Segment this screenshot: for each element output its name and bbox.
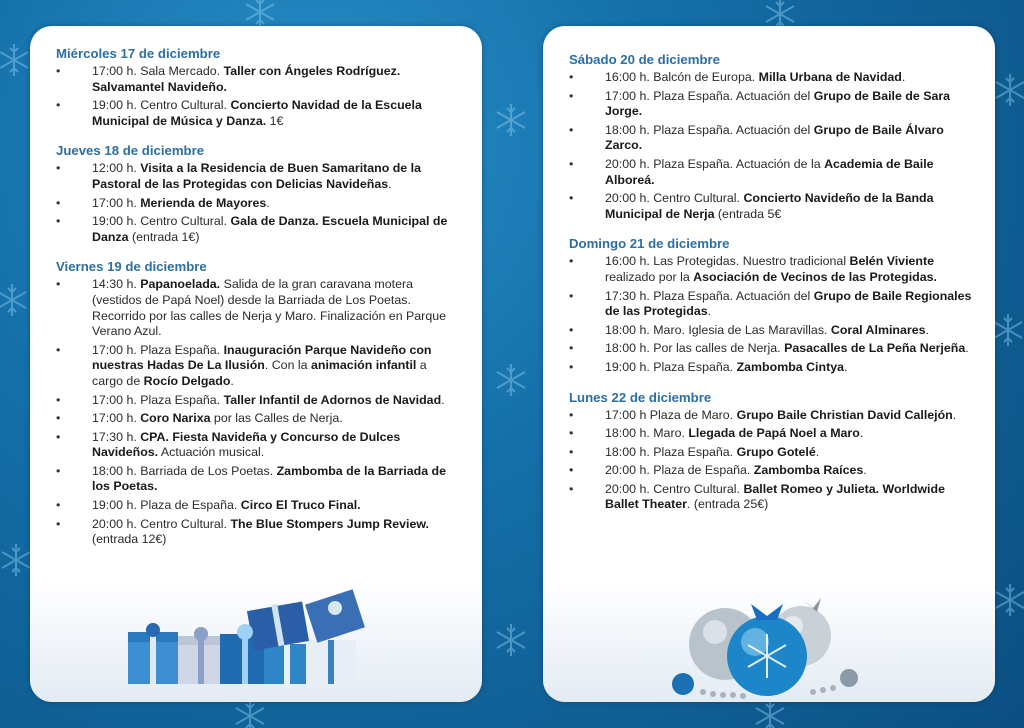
event-highlight: Grupo Gotelé — [736, 444, 816, 459]
event-detail: . — [388, 176, 392, 191]
bullet-icon: • — [569, 341, 574, 356]
event-item — [56, 196, 460, 212]
event-text: . — [230, 373, 234, 388]
event-detail: por las Calles de Nerja. — [210, 411, 343, 426]
event-detail: Salida de la gran caravana motera (vestidos de Papá Noel) desde la Barriada de Los Poetas. Recorrido por las calles de Nerja y Maro. Finalización en Parque Verano Azul. — [92, 277, 446, 339]
day-title: Viernes 19 de diciembre — [56, 259, 207, 275]
day-section — [56, 143, 460, 245]
event-highlight: Coro Narixa — [140, 411, 211, 426]
bullet-icon: • — [569, 254, 574, 269]
event-item — [56, 393, 460, 409]
event-text: 19:00 h. Plaza España. — [605, 359, 737, 374]
day-section — [56, 46, 460, 129]
event-list — [569, 408, 973, 514]
event-item — [56, 498, 460, 514]
event-item — [56, 277, 460, 339]
event-item — [569, 445, 973, 461]
bullet-icon: • — [569, 288, 574, 303]
bullet-icon: • — [569, 481, 574, 496]
event-item — [56, 98, 460, 129]
event-text: a cargo de — [92, 358, 427, 388]
event-text: 17:00 h. — [92, 411, 141, 426]
event-item — [56, 517, 460, 548]
event-highlight: Concierto Navideño de la Banda Municipal de Nerja — [605, 191, 934, 221]
event-detail: . — [965, 341, 969, 356]
bullet-icon: • — [569, 322, 574, 337]
event-text: 16:00 h. Las Protegidas. Nuestro tradicional — [605, 254, 850, 269]
event-text: 17:00 h Plaza de Maro. — [605, 407, 737, 422]
day-title: Jueves 18 de diciembre — [56, 143, 205, 159]
event-text: 18:00 h. Plaza España. Actuación del — [605, 122, 814, 137]
event-detail: 1€ — [266, 113, 284, 128]
event-highlight: Milla Urbana de Navidad — [758, 70, 902, 84]
event-detail: . — [266, 195, 270, 210]
left-page — [30, 26, 482, 702]
event-text: 16:00 h. Balcón de Europa. — [605, 70, 759, 84]
event-detail: . — [952, 407, 957, 422]
event-text: 18:00 h. Barriada de Los Poetas. — [92, 463, 277, 478]
event-highlight: Rocío Delgado — [143, 373, 231, 388]
event-text: 19:00 h. Centro Cultural. — [92, 214, 231, 229]
event-item — [56, 214, 460, 245]
christmas-ornaments-illustration — [653, 574, 873, 702]
event-text: 18:00 h. Por las calles de Nerja. — [605, 341, 785, 356]
event-text: 17:30 h. Plaza España. Actuación del — [605, 288, 814, 303]
event-item — [569, 341, 973, 357]
bullet-icon: • — [569, 463, 574, 478]
event-highlight: Zambomba Cintya — [736, 359, 844, 374]
event-detail: . (entrada 25€) — [686, 497, 769, 512]
event-highlight: Concierto Navidad de la Escuela Municipal de Música y Danza. — [92, 98, 422, 128]
event-detail: (entrada 12€) — [92, 532, 167, 547]
event-detail: . — [863, 463, 867, 478]
event-highlight: Coral Alminares — [830, 322, 926, 337]
event-text: 19:00 h. Centro Cultural. — [92, 98, 231, 113]
bullet-icon: • — [56, 195, 61, 210]
event-detail: (entrada 5€ — [714, 206, 782, 221]
event-item — [569, 70, 973, 86]
event-text: 20:00 h. Centro Cultural. — [605, 481, 744, 496]
event-highlight: Zambomba de la Barriada de los Poetas. — [92, 463, 447, 494]
event-highlight: animación infantil — [311, 358, 417, 373]
bullet-icon: • — [569, 444, 574, 459]
event-highlight: Zambomba Raíces — [753, 463, 864, 478]
event-item — [569, 123, 973, 154]
event-item — [569, 289, 973, 320]
event-highlight: CPA. Fiesta Navideña y Concurso de Dulces Navideños. — [92, 429, 401, 460]
bullet-icon: • — [569, 191, 574, 206]
day-title: Miércoles 17 de diciembre — [56, 46, 221, 61]
bullet-icon: • — [56, 411, 61, 426]
event-highlight: Belén Viviente — [849, 254, 934, 269]
event-item — [56, 161, 460, 192]
event-detail: . — [925, 322, 929, 337]
event-item — [569, 482, 973, 513]
event-text: 17:00 h. Plaza España. — [92, 342, 224, 357]
bullet-icon: • — [569, 359, 574, 374]
event-text: 17:00 h. Sala Mercado. — [92, 64, 224, 78]
bullet-icon: • — [569, 156, 574, 171]
event-highlight: Inauguración Parque Navideño con nuestras Hadas De La Ilusión — [92, 342, 432, 373]
event-highlight: The Blue Stompers Jump Review. — [230, 516, 429, 531]
bullet-icon: • — [569, 122, 574, 137]
day-section — [569, 236, 973, 375]
event-highlight: Llegada de Papá Noel a Maro — [688, 426, 860, 441]
event-text: 20:00 h. Centro Cultural. — [605, 191, 744, 206]
event-highlight: Grupo de Baile Regionales de las Protegidas — [605, 288, 972, 319]
event-detail: (entrada 1€) — [128, 229, 200, 244]
day-title: Sábado 20 de diciembre — [569, 52, 720, 67]
day-section — [569, 52, 973, 222]
event-detail: . — [843, 359, 848, 374]
bullet-icon: • — [56, 429, 61, 444]
event-highlight: Ballet Romeo y Julieta. Worldwide Ballet Theater — [605, 481, 945, 512]
event-list — [56, 161, 460, 245]
day-section — [569, 390, 973, 514]
event-item — [569, 323, 973, 339]
event-text: 12:00 h. — [92, 161, 141, 176]
bullet-icon: • — [56, 98, 61, 113]
bullet-icon: • — [56, 498, 61, 513]
bullet-icon: • — [56, 214, 61, 229]
right-page — [543, 26, 995, 702]
event-item — [569, 360, 973, 376]
event-item — [56, 430, 460, 461]
bullet-icon: • — [56, 392, 61, 407]
event-item — [569, 426, 973, 442]
bullet-icon: • — [56, 161, 61, 176]
event-detail: . — [441, 392, 445, 407]
event-item — [569, 157, 973, 188]
event-item — [569, 89, 973, 120]
event-detail: . — [815, 444, 820, 459]
event-item — [569, 408, 973, 424]
event-text: 19:00 h. Plaza de España. — [92, 498, 241, 513]
event-highlight: Circo El Truco Final. — [240, 498, 361, 513]
event-text: 17:30 h. — [92, 429, 141, 444]
left-page-content — [30, 26, 482, 548]
bullet-icon: • — [56, 463, 61, 478]
bullet-icon: • — [56, 342, 61, 357]
event-text: 18:00 h. Plaza España. — [605, 444, 737, 459]
event-highlight: Merienda de Mayores — [140, 195, 267, 210]
event-detail: . — [859, 426, 864, 441]
event-highlight: Grupo Baile Christian David Callejón — [736, 407, 953, 422]
event-highlight: Gala de Danza. Escuela Municipal de Danza — [92, 214, 448, 244]
event-text: 17:00 h. Plaza España. — [92, 392, 224, 407]
event-highlight: Pasacalles de La Peña Nerjeña — [784, 341, 966, 356]
day-title: Lunes 22 de diciembre — [569, 389, 712, 405]
bullet-icon: • — [56, 277, 61, 292]
event-item — [56, 411, 460, 427]
event-list — [569, 70, 973, 222]
bullet-icon: • — [56, 64, 61, 78]
bullet-icon: • — [569, 407, 574, 422]
bullet-icon: • — [569, 70, 574, 84]
event-detail: Actuación musical. — [158, 445, 265, 460]
event-text: 17:00 h. — [92, 195, 141, 210]
event-text: 20:00 h. Plaza de España. — [605, 463, 754, 478]
event-detail: . — [901, 70, 906, 84]
event-highlight: Visita a la Residencia de Buen Samaritano de la Pastoral de las Protegidas con Delicias Navideñas — [92, 161, 421, 191]
event-highlight: Academia de Baile Alboreá. — [605, 156, 934, 187]
event-item — [56, 464, 460, 495]
event-item — [56, 64, 460, 95]
event-item — [569, 254, 973, 285]
event-text: 20:00 h. Plaza España. Actuación de la — [605, 156, 825, 171]
event-text: 14:30 h. — [92, 277, 141, 292]
event-item — [56, 343, 460, 390]
event-highlight: Papanoelada. — [140, 277, 221, 292]
event-list — [56, 64, 460, 129]
event-detail: . — [707, 304, 712, 319]
event-text: 17:00 h. Plaza España. Actuación del — [605, 88, 814, 103]
bullet-icon: • — [569, 88, 574, 103]
right-page-content — [543, 26, 995, 513]
day-title: Domingo 21 de diciembre — [569, 236, 730, 252]
event-highlight: Grupo de Baile Álvaro Zarco. — [605, 122, 944, 153]
event-highlight: Asociación de Vecinos de las Protegidas. — [693, 269, 937, 284]
event-highlight: Taller con Ángeles Rodríguez. Salvamantel Navideño. — [92, 64, 401, 94]
event-item — [569, 463, 973, 479]
event-list — [56, 277, 460, 548]
event-list — [569, 254, 973, 375]
event-highlight: Grupo de Baile de Sara Jorge. — [605, 88, 951, 119]
event-highlight: Taller Infantil de Adornos de Navidad — [223, 392, 442, 407]
event-item — [569, 191, 973, 222]
day-section — [56, 259, 460, 548]
event-text: 18:00 h. Maro. — [605, 426, 689, 441]
event-text: 18:00 h. Maro. Iglesia de Las Maravillas. — [605, 322, 831, 337]
event-text: realizado por la — [605, 269, 694, 284]
event-text: 20:00 h. Centro Cultural. — [92, 516, 231, 531]
bullet-icon: • — [569, 426, 574, 441]
event-text: . Con la — [264, 358, 311, 373]
gift-boxes-illustration — [120, 586, 380, 696]
bullet-icon: • — [56, 516, 61, 531]
